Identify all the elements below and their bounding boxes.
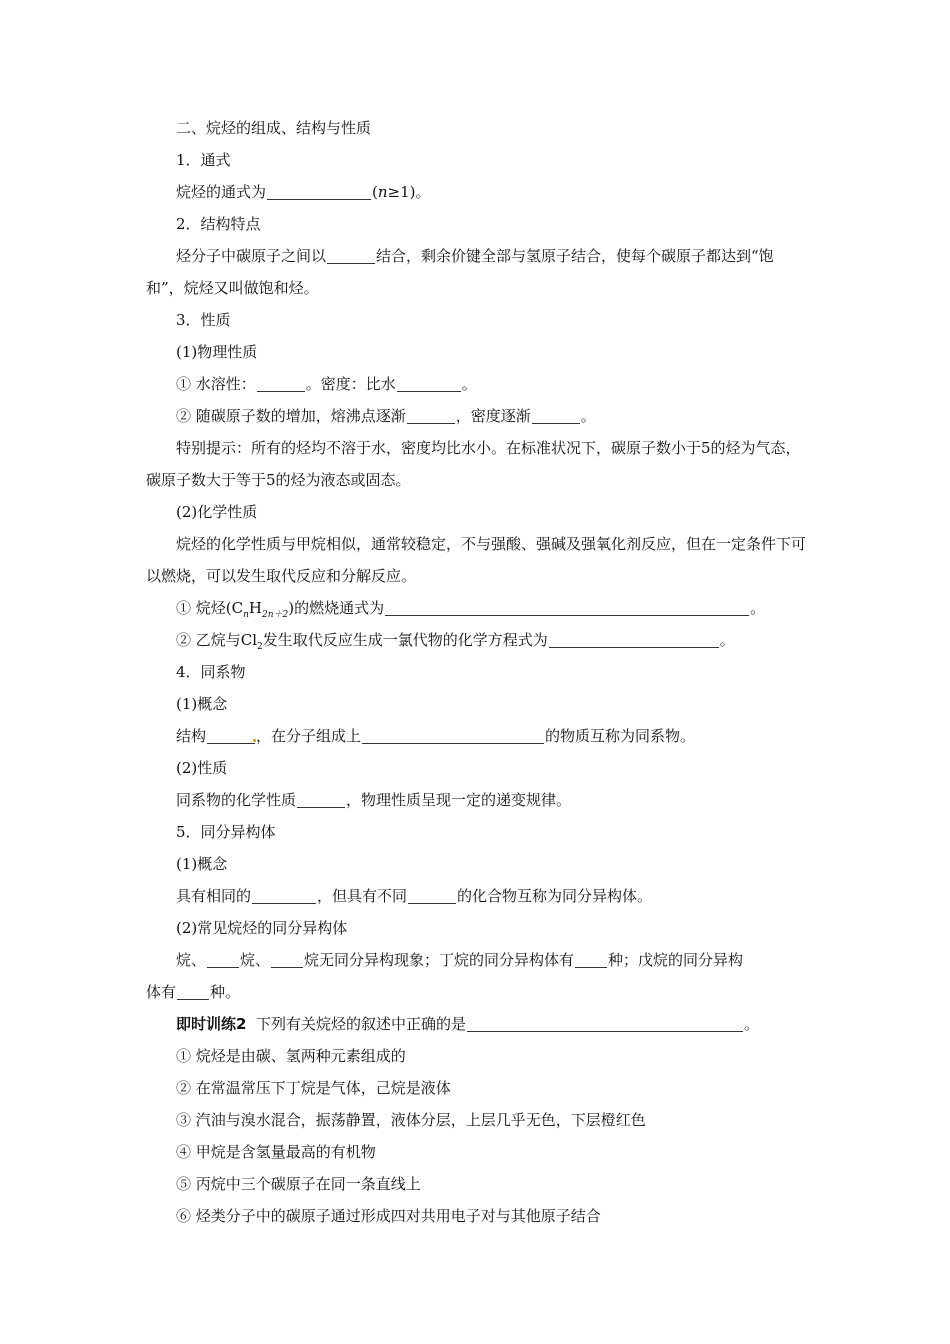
special-tip: 特别提示：所有的烃均不溶于水，密度均比水小。在标准状况下，碳原子数小于5的烃为气态，碳原子数大于等于5的烃为液态或固态。 xyxy=(146,439,801,489)
question-option: ③ 汽油与溴水混合，振荡静置，液体分层，上层几乎无色，下层橙红色 xyxy=(176,1111,646,1129)
heading-isomer-concept: (1)概念 xyxy=(176,855,228,873)
isomer-line-1: 烷、 烷、 烷无同分异构现象；丁烷的同分异构体有 种；戊烷的同分异构 xyxy=(176,951,744,969)
answer-blank[interactable] xyxy=(385,597,749,616)
heading-homologues: 4．同系物 xyxy=(176,663,246,681)
homologue-property-line: 同系物的化学性质 ，物理性质呈现一定的递变规律。 xyxy=(176,791,572,809)
question-option: ④ 甲烷是含氢量最高的有机物 xyxy=(176,1143,376,1161)
isomer-concept-line: 具有相同的 ，但具有不同 的化合物互称为同分异构体。 xyxy=(176,887,653,905)
answer-blank[interactable] xyxy=(467,1013,743,1032)
question-line: 即时训练2 下列有关烷烃的叙述中正确的是 。 xyxy=(176,1015,760,1033)
question-label: 即时训练2 xyxy=(176,1015,247,1033)
answer-blank[interactable] xyxy=(207,949,239,968)
question-option: ⑤ 丙烷中三个碳原子在同一条直线上 xyxy=(176,1175,421,1193)
answer-blank[interactable] xyxy=(297,789,345,808)
heading-concept: (1)概念 xyxy=(176,695,228,713)
heading-physical: (1)物理性质 xyxy=(176,343,258,361)
chemical-item-2: ② 乙烷与$Cl_2$发生取代反应生成一氯代物的化学方程式为 。 xyxy=(176,631,735,652)
answer-blank[interactable] xyxy=(549,629,719,648)
heading-properties: 3．性质 xyxy=(176,311,231,329)
heading-chemical: (2)化学性质 xyxy=(176,503,258,521)
physical-item-2: ② 随碳原子数的增加，熔沸点逐渐 ，密度逐渐 。 xyxy=(176,407,596,425)
question-option: ② 在常温常压下丁烷是气体，己烷是液体 xyxy=(176,1079,451,1097)
document-page xyxy=(146,112,808,1232)
answer-blank[interactable] xyxy=(532,405,580,424)
answer-blank[interactable] xyxy=(257,373,305,392)
answer-blank[interactable] xyxy=(252,885,316,904)
answer-blank[interactable] xyxy=(362,725,544,744)
heading-homologue-property: (2)性质 xyxy=(176,759,228,777)
chemical-paragraph: 烷烃的化学性质与甲烷相似，通常较稳定，不与强酸、强碱及强氧化剂反应，但在一定条件下可以燃烧，可以发生取代反应和分解反应。 xyxy=(146,535,807,585)
answer-blank[interactable] xyxy=(327,245,375,264)
answer-blank[interactable] xyxy=(271,949,303,968)
question-option: ⑥ 烃类分子中的碳原子通过形成四对共用电子对与其他原子结合 xyxy=(176,1207,601,1225)
answer-blank[interactable] xyxy=(207,725,255,744)
general-formula-line: 烷烃的通式为 (n≥1)。 xyxy=(176,183,431,201)
heading-isomers: 5．同分异构体 xyxy=(176,823,276,841)
answer-blank[interactable] xyxy=(267,181,371,200)
homologue-concept-line: 结构 ，在分子组成上 的物质互称为同系物。 xyxy=(176,727,696,745)
chemical-item-1: ① 烷烃$(C_nH_{2n+2})$的燃烧通式为 。 xyxy=(176,599,766,620)
heading-general-formula: 1．通式 xyxy=(176,151,231,169)
structure-paragraph: 烃分子中碳原子之间以 结合，剩余价键全部与氢原子结合，使每个碳原子都达到“饱和”，烷烃又叫做饱和烃。 xyxy=(146,247,774,297)
answer-blank[interactable] xyxy=(408,885,456,904)
answer-blank[interactable] xyxy=(177,981,209,1000)
section-title: 二、烷烃的组成、结构与性质 xyxy=(176,119,372,137)
question-option: ① 烷烃是由碳、氢两种元素组成的 xyxy=(176,1047,406,1065)
heading-structure: 2．结构特点 xyxy=(176,215,261,233)
physical-item-1: ① 水溶性： 。密度：比水 。 xyxy=(176,375,477,393)
answer-blank[interactable] xyxy=(407,405,455,424)
isomer-line-2: 体有 种。 xyxy=(146,983,241,1001)
heading-common-isomers: (2)常见烷烃的同分异构体 xyxy=(176,919,348,937)
answer-blank[interactable] xyxy=(575,949,607,968)
answer-blank[interactable] xyxy=(397,373,461,392)
